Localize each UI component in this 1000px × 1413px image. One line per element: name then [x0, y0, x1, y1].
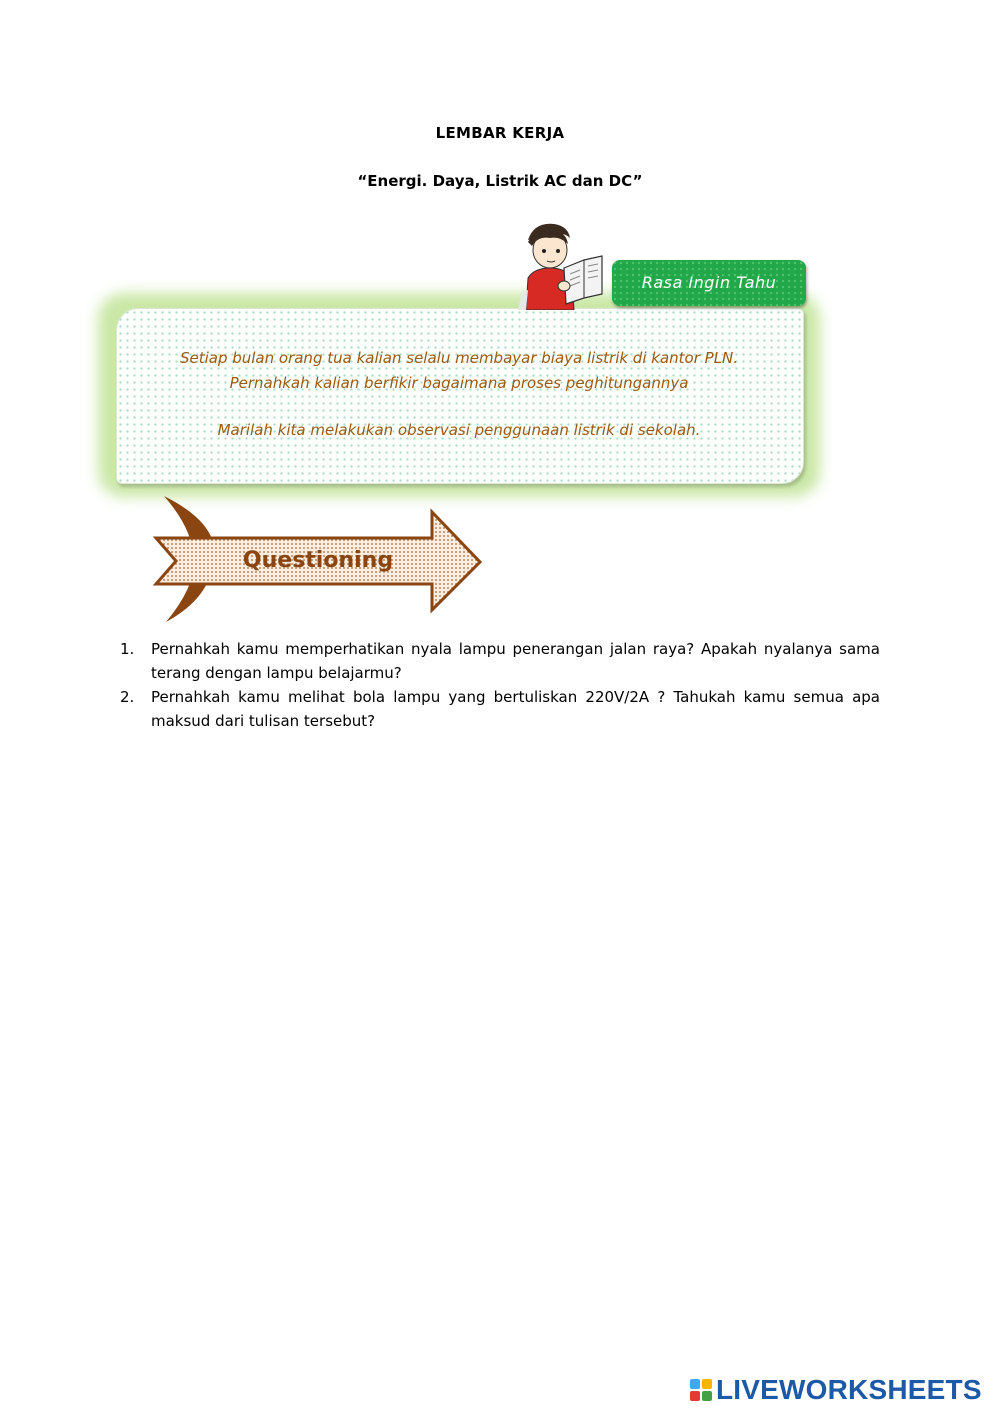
logo-blocks-icon	[690, 1379, 712, 1401]
curiosity-box	[116, 308, 804, 484]
question-text: Pernahkah kamu melihat bola lampu yang bertuliskan 220V/2A ? Tahukah kamu semua apa maksud dari tulisan tersebut?	[151, 688, 880, 730]
question-item	[120, 685, 880, 733]
questioning-label: Questioning	[242, 548, 394, 573]
curiosity-badge-label: Rasa Ingin Tahu	[641, 273, 777, 292]
curiosity-line-1: Setiap bulan orang tua kalian selalu membayar biaya listrik di kantor PLN.	[179, 349, 739, 367]
question-text: Pernahkah kamu memperhatikan nyala lampu penerangan jalan raya? Apakah nyalanya sama terang dengan lampu belajarmu?	[151, 640, 880, 682]
question-item	[120, 637, 880, 685]
curiosity-line-3: Marilah kita melakukan observasi penggunaan listrik di sekolah.	[217, 421, 701, 439]
boy-reading-icon	[514, 220, 610, 310]
question-number: 2.	[120, 688, 135, 706]
curiosity-line-2: Pernahkah kalian berfikir bagaimana proses peghitungannya	[229, 374, 689, 392]
liveworksheets-logo	[690, 1374, 982, 1406]
question-number: 1.	[120, 640, 135, 658]
worksheet-title: LEMBAR KERJA	[435, 124, 565, 142]
logo-text: LIVEWORKSHEETS	[716, 1374, 982, 1405]
worksheet-subtitle: “Energi. Daya, Listrik AC dan DC”	[357, 172, 643, 190]
question-list	[120, 637, 880, 733]
